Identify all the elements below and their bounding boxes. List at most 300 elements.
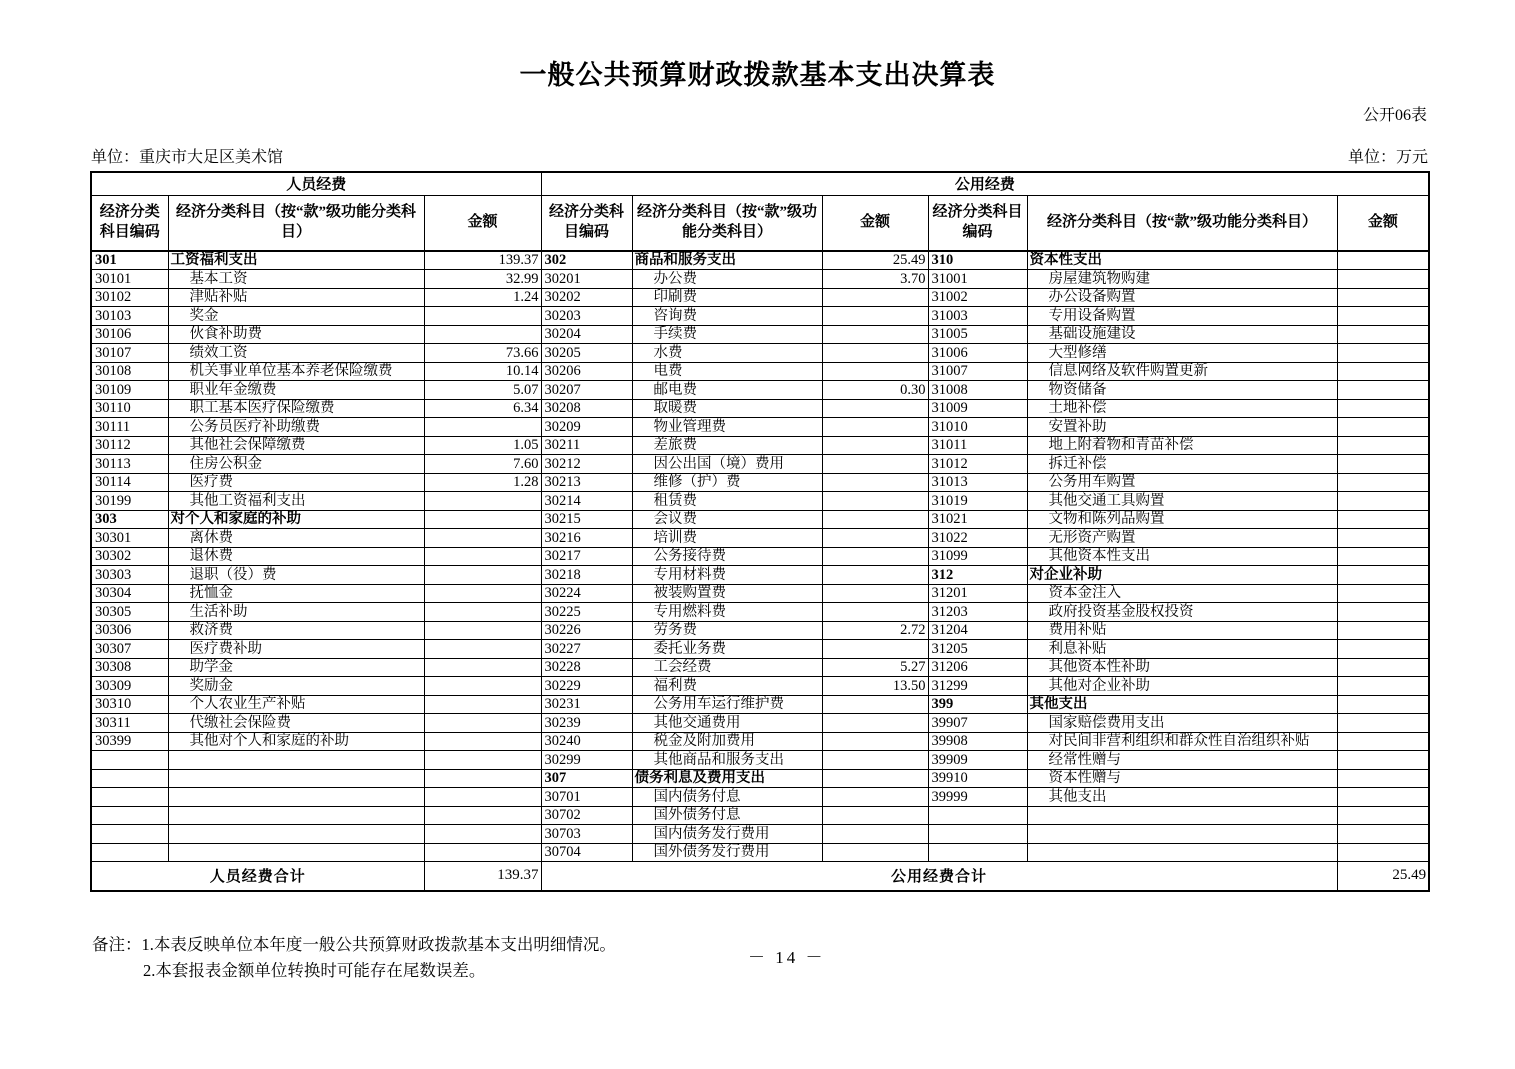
code-cell: 30304 [91, 584, 168, 603]
code-cell: 30203 [541, 307, 632, 326]
subject-cell: 税金及附加费用 [632, 732, 822, 751]
code-cell [91, 769, 168, 788]
amount-cell [1337, 288, 1429, 307]
amount-cell [424, 510, 541, 529]
subject-cell: 国外债务付息 [632, 806, 822, 825]
code-cell: 30103 [91, 307, 168, 326]
amount-cell: 1.05 [424, 436, 541, 455]
amount-cell [1337, 640, 1429, 659]
amount-cell [822, 288, 928, 307]
code-cell: 31205 [928, 640, 1027, 659]
code-cell: 30240 [541, 732, 632, 751]
amount-cell [1337, 492, 1429, 511]
col-header-amount-1: 金额 [424, 195, 541, 251]
table-row [91, 843, 1429, 862]
column-header-row [91, 195, 1429, 251]
amount-cell [822, 399, 928, 418]
amount-cell [822, 325, 928, 344]
table-row [91, 788, 1429, 807]
subject-cell [168, 769, 424, 788]
code-cell: 30213 [541, 473, 632, 492]
subject-cell: 对企业补助 [1027, 566, 1337, 585]
col-header-code-1: 经济分类科目编码 [91, 195, 168, 251]
amount-cell [822, 695, 928, 714]
code-cell: 39907 [928, 714, 1027, 733]
amount-cell [1337, 603, 1429, 622]
subject-cell: 维修（护）费 [632, 473, 822, 492]
subject-cell: 公务接待费 [632, 547, 822, 566]
table-row [91, 547, 1429, 566]
amount-cell [424, 695, 541, 714]
subject-cell: 其他交通工具购置 [1027, 492, 1337, 511]
subject-cell [168, 843, 424, 862]
code-cell: 31019 [928, 492, 1027, 511]
subject-cell: 专用材料费 [632, 566, 822, 585]
unit-name-label: 单位：重庆市大足区美术馆 [91, 149, 284, 166]
amount-cell [424, 492, 541, 511]
amount-cell [1337, 436, 1429, 455]
code-cell: 30311 [91, 714, 168, 733]
subject-cell: 奖励金 [168, 677, 424, 696]
table-row [91, 806, 1429, 825]
amount-cell [1337, 751, 1429, 770]
subject-cell: 手续费 [632, 325, 822, 344]
subject-cell: 基本工资 [168, 270, 424, 289]
amount-cell [822, 714, 928, 733]
code-cell: 30205 [541, 344, 632, 363]
code-cell: 30111 [91, 418, 168, 437]
amount-cell [424, 547, 541, 566]
table-row [91, 603, 1429, 622]
amount-cell [1337, 510, 1429, 529]
table-row [91, 677, 1429, 696]
amount-cell [1337, 677, 1429, 696]
subject-cell: 差旅费 [632, 436, 822, 455]
subject-cell [1027, 825, 1337, 844]
budget-table [90, 171, 1430, 892]
subject-cell: 咨询费 [632, 307, 822, 326]
table-row [91, 825, 1429, 844]
personnel-total-amount: 139.37 [424, 862, 541, 891]
table-row [91, 344, 1429, 363]
subject-cell: 津贴补贴 [168, 288, 424, 307]
table-row [91, 381, 1429, 400]
subject-cell: 医疗费补助 [168, 640, 424, 659]
amount-cell [424, 677, 541, 696]
amount-cell [424, 307, 541, 326]
subject-cell: 绩效工资 [168, 344, 424, 363]
amount-cell [822, 547, 928, 566]
amount-cell [1337, 473, 1429, 492]
table-row [91, 714, 1429, 733]
code-cell: 312 [928, 566, 1027, 585]
code-cell: 30109 [91, 381, 168, 400]
amount-cell [424, 603, 541, 622]
subject-cell: 邮电费 [632, 381, 822, 400]
table-row [91, 455, 1429, 474]
subject-cell: 物资储备 [1027, 381, 1337, 400]
subject-cell: 福利费 [632, 677, 822, 696]
subject-cell: 因公出国（境）费用 [632, 455, 822, 474]
table-row [91, 751, 1429, 770]
code-cell: 30215 [541, 510, 632, 529]
table-row [91, 270, 1429, 289]
table-row [91, 584, 1429, 603]
amount-cell [1337, 566, 1429, 585]
subject-cell: 机关事业单位基本养老保险缴费 [168, 362, 424, 381]
code-cell: 39908 [928, 732, 1027, 751]
amount-cell [424, 806, 541, 825]
subject-cell: 委托业务费 [632, 640, 822, 659]
code-cell: 30217 [541, 547, 632, 566]
amount-cell [822, 584, 928, 603]
amount-cell [822, 640, 928, 659]
subject-cell: 专用设备购置 [1027, 307, 1337, 326]
code-cell [91, 751, 168, 770]
subject-cell [1027, 806, 1337, 825]
amount-cell [822, 566, 928, 585]
code-cell: 30239 [541, 714, 632, 733]
code-cell: 302 [541, 251, 632, 270]
amount-cell [1337, 547, 1429, 566]
code-cell: 30226 [541, 621, 632, 640]
table-row [91, 473, 1429, 492]
subject-cell [168, 788, 424, 807]
amount-cell [1337, 399, 1429, 418]
code-cell: 303 [91, 510, 168, 529]
code-cell: 307 [541, 769, 632, 788]
amount-cell [1337, 658, 1429, 677]
amount-cell [822, 492, 928, 511]
code-cell: 30299 [541, 751, 632, 770]
subject-cell: 房屋建筑物购建 [1027, 270, 1337, 289]
code-cell: 31007 [928, 362, 1027, 381]
subject-cell: 职业年金缴费 [168, 381, 424, 400]
subject-cell: 医疗费 [168, 473, 424, 492]
table-row [91, 529, 1429, 548]
code-cell: 31299 [928, 677, 1027, 696]
code-cell: 30204 [541, 325, 632, 344]
code-cell: 30206 [541, 362, 632, 381]
amount-cell: 1.28 [424, 473, 541, 492]
subject-cell: 国家赔偿费用支出 [1027, 714, 1337, 733]
subject-cell: 政府投资基金股权投资 [1027, 603, 1337, 622]
code-cell: 30211 [541, 436, 632, 455]
subject-cell: 伙食补助费 [168, 325, 424, 344]
subject-cell: 资本金注入 [1027, 584, 1337, 603]
code-cell: 31006 [928, 344, 1027, 363]
footnote-2: 2.本套报表金额单位转换时可能存在尾数误差。 [143, 960, 486, 980]
amount-cell [822, 806, 928, 825]
unit-row [91, 144, 1428, 167]
code-cell: 31013 [928, 473, 1027, 492]
subject-cell: 国内债务付息 [632, 788, 822, 807]
amount-cell [424, 751, 541, 770]
table-row [91, 307, 1429, 326]
amount-cell [424, 566, 541, 585]
subject-cell: 大型修缮 [1027, 344, 1337, 363]
amount-cell [424, 621, 541, 640]
code-cell [91, 843, 168, 862]
code-cell: 30229 [541, 677, 632, 696]
code-cell: 30106 [91, 325, 168, 344]
col-header-amount-3: 金额 [1337, 195, 1429, 251]
amount-cell [1337, 714, 1429, 733]
amount-cell [424, 584, 541, 603]
amount-cell: 0.30 [822, 381, 928, 400]
amount-cell [1337, 307, 1429, 326]
form-number-label: 公开06表 [1362, 107, 1427, 124]
code-cell: 31005 [928, 325, 1027, 344]
subject-cell: 奖金 [168, 307, 424, 326]
subject-cell: 对民间非营利组织和群众性自治组织补贴 [1027, 732, 1337, 751]
code-cell: 30309 [91, 677, 168, 696]
table-row [91, 251, 1429, 270]
code-cell: 30701 [541, 788, 632, 807]
subject-cell: 文物和陈列品购置 [1027, 510, 1337, 529]
subject-cell: 其他资本性补助 [1027, 658, 1337, 677]
subject-cell: 离休费 [168, 529, 424, 548]
subject-cell: 公务员医疗补助缴费 [168, 418, 424, 437]
public-total-amount: 25.49 [1337, 862, 1429, 891]
amount-cell: 32.99 [424, 270, 541, 289]
amount-cell: 3.70 [822, 270, 928, 289]
subject-cell: 公务用车购置 [1027, 473, 1337, 492]
col-header-subject-1: 经济分类科目（按“款”级功能分类科目） [168, 195, 424, 251]
col-header-subject-3: 经济分类科目（按“款”级功能分类科目） [1027, 195, 1337, 251]
amount-cell: 139.37 [424, 251, 541, 270]
page-title: 一般公共预算财政拨款基本支出决算表 [519, 60, 996, 90]
code-cell: 30231 [541, 695, 632, 714]
table-row [91, 325, 1429, 344]
code-cell [91, 806, 168, 825]
code-cell: 30199 [91, 492, 168, 511]
amount-cell [424, 658, 541, 677]
amount-cell [1337, 788, 1429, 807]
amount-cell [1337, 381, 1429, 400]
table-row [91, 399, 1429, 418]
code-cell [928, 825, 1027, 844]
amount-cell [424, 714, 541, 733]
amount-cell [1337, 455, 1429, 474]
amount-cell [822, 529, 928, 548]
totals-row [91, 862, 1429, 891]
subject-cell: 地上附着物和青苗补偿 [1027, 436, 1337, 455]
subject-cell: 国内债务发行费用 [632, 825, 822, 844]
subject-cell: 国外债务发行费用 [632, 843, 822, 862]
amount-cell [822, 843, 928, 862]
code-cell: 30201 [541, 270, 632, 289]
col-header-subject-2: 经济分类科目（按“款”级功能分类科目） [632, 195, 822, 251]
code-cell: 30225 [541, 603, 632, 622]
subject-cell: 助学金 [168, 658, 424, 677]
code-cell: 31206 [928, 658, 1027, 677]
subject-cell: 利息补贴 [1027, 640, 1337, 659]
amount-cell: 6.34 [424, 399, 541, 418]
subject-cell: 生活补助 [168, 603, 424, 622]
subject-cell: 个人农业生产补贴 [168, 695, 424, 714]
subject-cell: 抚恤金 [168, 584, 424, 603]
public-total-label: 公用经费合计 [541, 862, 1337, 891]
amount-cell [822, 344, 928, 363]
subject-cell: 租赁费 [632, 492, 822, 511]
amount-cell [822, 732, 928, 751]
amount-cell [1337, 418, 1429, 437]
group-header-personnel: 人员经费 [91, 172, 541, 195]
footnote-1-text: 1.本表反映单位本年度一般公共预算财政拨款基本支出明细情况。 [141, 935, 616, 954]
amount-cell [822, 418, 928, 437]
footnote-prefix: 备注： [92, 935, 142, 954]
code-cell: 30110 [91, 399, 168, 418]
amount-cell [1337, 769, 1429, 788]
amount-cell [424, 769, 541, 788]
table-row [91, 362, 1429, 381]
amount-cell [1337, 806, 1429, 825]
amount-cell [822, 751, 928, 770]
subject-cell: 债务利息及费用支出 [632, 769, 822, 788]
amount-cell [424, 843, 541, 862]
table-row [91, 418, 1429, 437]
code-cell: 30108 [91, 362, 168, 381]
subject-cell [168, 806, 424, 825]
code-cell: 30202 [541, 288, 632, 307]
subject-cell: 无形资产购置 [1027, 529, 1337, 548]
code-cell: 30301 [91, 529, 168, 548]
subject-cell: 职工基本医疗保险缴费 [168, 399, 424, 418]
table-row [91, 695, 1429, 714]
table-row [91, 769, 1429, 788]
subject-cell: 办公费 [632, 270, 822, 289]
amount-cell [1337, 251, 1429, 270]
subject-cell: 住房公积金 [168, 455, 424, 474]
subject-cell: 培训费 [632, 529, 822, 548]
amount-cell [424, 788, 541, 807]
code-cell: 31012 [928, 455, 1027, 474]
code-cell: 30101 [91, 270, 168, 289]
amount-cell: 5.07 [424, 381, 541, 400]
amount-cell [424, 732, 541, 751]
amount-cell [822, 510, 928, 529]
subject-cell: 信息网络及软件购置更新 [1027, 362, 1337, 381]
code-cell: 31008 [928, 381, 1027, 400]
amount-cell: 5.27 [822, 658, 928, 677]
unit-measure-label: 单位：万元 [1347, 149, 1428, 166]
subject-cell: 专用燃料费 [632, 603, 822, 622]
col-header-amount-2: 金额 [822, 195, 928, 251]
subject-cell: 资本性支出 [1027, 251, 1337, 270]
subject-cell: 会议费 [632, 510, 822, 529]
code-cell: 30228 [541, 658, 632, 677]
footnotes [92, 932, 616, 983]
code-cell: 39910 [928, 769, 1027, 788]
amount-cell [1337, 695, 1429, 714]
subject-cell: 土地补偿 [1027, 399, 1337, 418]
amount-cell [1337, 362, 1429, 381]
table-row [91, 436, 1429, 455]
amount-cell [1337, 732, 1429, 751]
personnel-total-label: 人员经费合计 [91, 862, 424, 891]
group-header-public: 公用经费 [541, 172, 1429, 195]
amount-cell [424, 529, 541, 548]
amount-cell: 2.72 [822, 621, 928, 640]
amount-cell [424, 418, 541, 437]
amount-cell: 10.14 [424, 362, 541, 381]
amount-cell: 13.50 [822, 677, 928, 696]
code-cell [928, 806, 1027, 825]
amount-cell: 25.49 [822, 251, 928, 270]
code-cell: 30209 [541, 418, 632, 437]
code-cell: 30305 [91, 603, 168, 622]
code-cell: 30310 [91, 695, 168, 714]
subject-cell: 资本性赠与 [1027, 769, 1337, 788]
code-cell: 31011 [928, 436, 1027, 455]
code-cell: 31003 [928, 307, 1027, 326]
amount-cell [424, 640, 541, 659]
subject-cell: 其他资本性支出 [1027, 547, 1337, 566]
table-row [91, 658, 1429, 677]
amount-cell [822, 788, 928, 807]
code-cell: 31203 [928, 603, 1027, 622]
subject-cell: 退休费 [168, 547, 424, 566]
amount-cell: 73.66 [424, 344, 541, 363]
subject-cell: 印刷费 [632, 288, 822, 307]
amount-cell [1337, 584, 1429, 603]
subject-cell: 物业管理费 [632, 418, 822, 437]
code-cell: 31002 [928, 288, 1027, 307]
col-header-code-2: 经济分类科目编码 [541, 195, 632, 251]
amount-cell: 1.24 [424, 288, 541, 307]
code-cell: 31009 [928, 399, 1027, 418]
subject-cell: 对个人和家庭的补助 [168, 510, 424, 529]
code-cell: 30113 [91, 455, 168, 474]
subject-cell: 拆迁补偿 [1027, 455, 1337, 474]
amount-cell [424, 325, 541, 344]
code-cell: 30303 [91, 566, 168, 585]
subject-cell: 其他商品和服务支出 [632, 751, 822, 770]
subject-cell: 公务用车运行维护费 [632, 695, 822, 714]
amount-cell [1337, 270, 1429, 289]
table-row [91, 492, 1429, 511]
subject-cell [168, 825, 424, 844]
subject-cell: 其他工资福利支出 [168, 492, 424, 511]
code-cell: 30114 [91, 473, 168, 492]
code-cell: 30107 [91, 344, 168, 363]
group-header-row [91, 172, 1429, 195]
subject-cell: 被装购置费 [632, 584, 822, 603]
subject-cell: 其他支出 [1027, 788, 1337, 807]
subject-cell: 工资福利支出 [168, 251, 424, 270]
footnote-1 [92, 932, 616, 958]
amount-cell [424, 825, 541, 844]
subject-cell: 经常性赠与 [1027, 751, 1337, 770]
code-cell: 30302 [91, 547, 168, 566]
code-cell: 30703 [541, 825, 632, 844]
subject-cell: 办公设备购置 [1027, 288, 1337, 307]
amount-cell [822, 769, 928, 788]
amount-cell [1337, 621, 1429, 640]
subject-cell: 退职（役）费 [168, 566, 424, 585]
amount-cell [822, 362, 928, 381]
code-cell: 30308 [91, 658, 168, 677]
amount-cell [822, 473, 928, 492]
code-cell: 31204 [928, 621, 1027, 640]
subject-cell: 安置补助 [1027, 418, 1337, 437]
code-cell: 301 [91, 251, 168, 270]
subject-cell [168, 751, 424, 770]
code-cell: 30224 [541, 584, 632, 603]
code-cell: 30207 [541, 381, 632, 400]
code-cell: 30218 [541, 566, 632, 585]
